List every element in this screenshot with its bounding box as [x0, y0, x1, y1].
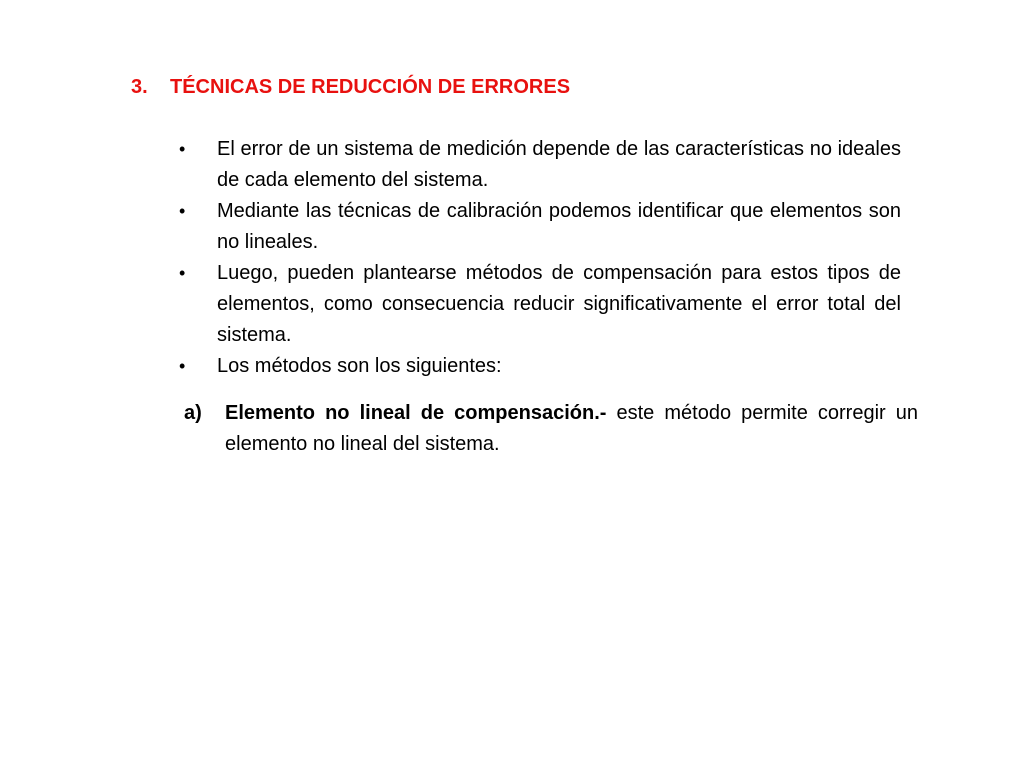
bullet-item	[176, 196, 901, 258]
bullet-text: Los métodos son los siguientes:	[217, 355, 502, 377]
bullet-text: Mediante las técnicas de calibración podemos identificar que elementos son no lineales.	[217, 200, 901, 253]
bullet-item	[176, 258, 901, 351]
bullet-item	[176, 134, 901, 196]
bullet-icon: •	[179, 201, 186, 221]
method-item-a	[184, 398, 918, 460]
bullet-item	[176, 351, 901, 382]
bullet-list	[176, 134, 901, 382]
section-number: 3.	[131, 76, 148, 98]
bullet-text: El error de un sistema de medición depende de las características no ideales de cada elemento del sistema.	[217, 138, 901, 191]
bullet-icon: •	[179, 139, 186, 159]
bullet-text: Luego, pueden plantearse métodos de compensación para estos tipos de elementos, como consecuencia reducir significativamente el error total del sistema.	[217, 262, 901, 346]
method-marker: a)	[184, 402, 202, 424]
method-description: este método permite corregir un elemento no lineal del sistema.	[225, 402, 918, 455]
section-heading	[131, 72, 570, 102]
section-title: TÉCNICAS DE REDUCCIÓN DE ERRORES	[170, 76, 571, 98]
bullet-icon: •	[179, 356, 186, 376]
bullet-icon: •	[179, 263, 186, 283]
method-term: Elemento no lineal de compensación.-	[225, 402, 607, 424]
